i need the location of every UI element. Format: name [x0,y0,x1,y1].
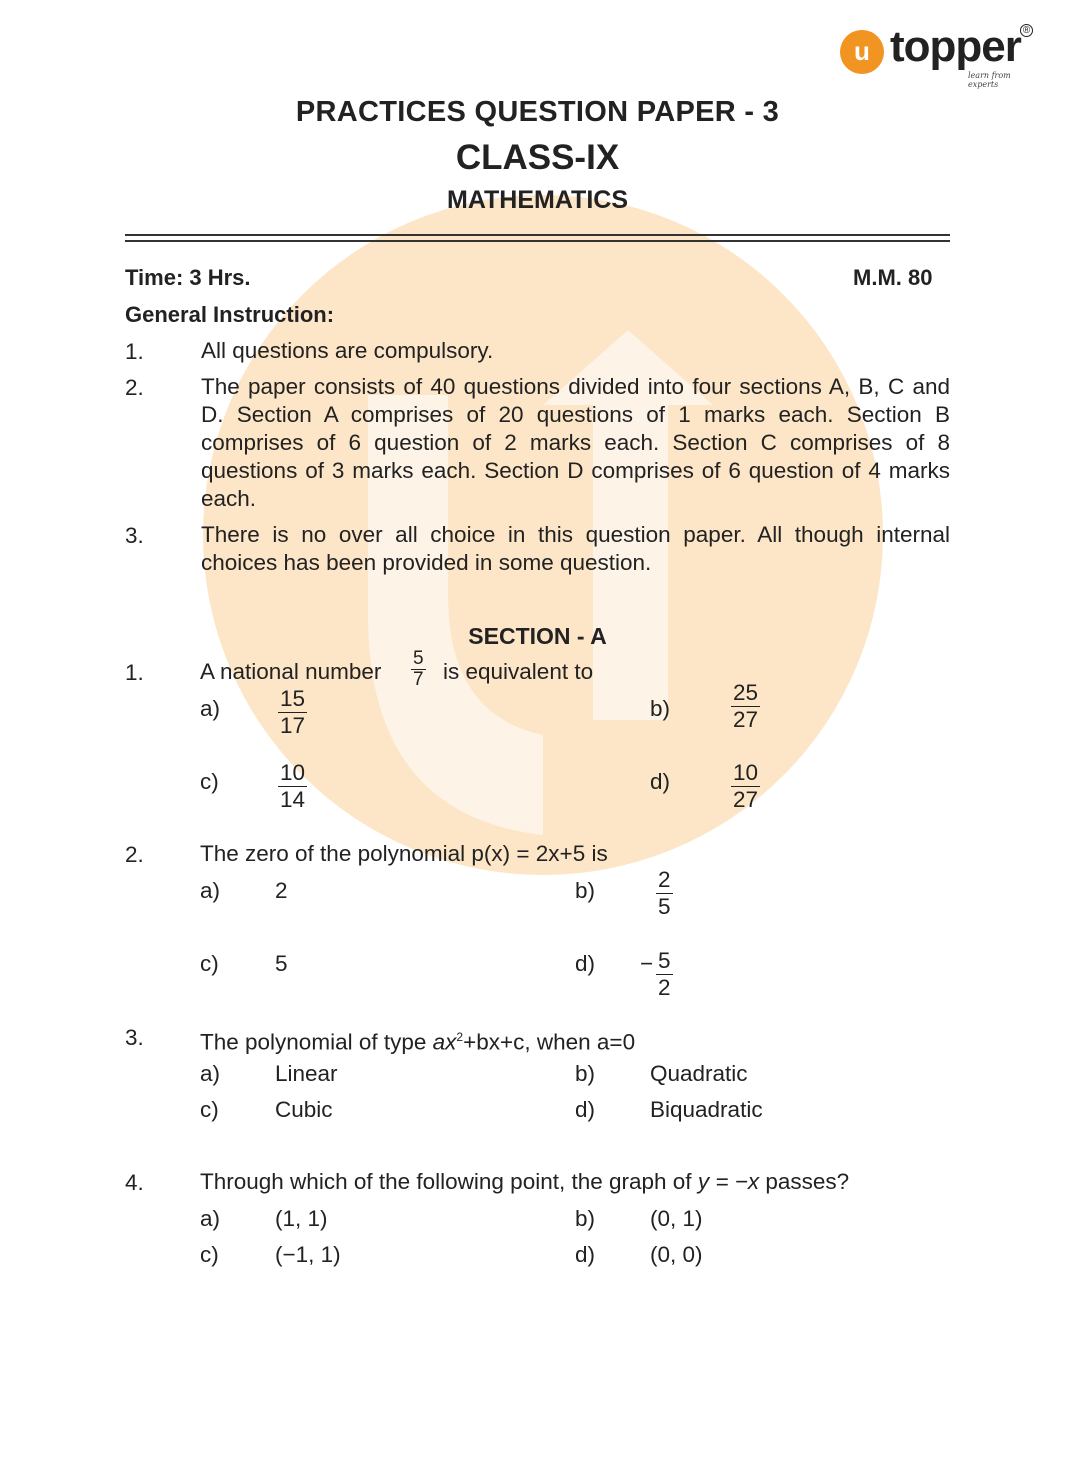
option-label: d) [575,1242,596,1267]
option-fraction: $\frac{10}{14}$ [280,760,306,812]
option-label: a) [200,1206,221,1231]
option-label: b) [575,1206,596,1231]
option-value: (0, 1) [650,1206,703,1231]
question-text: The polynomial of type $ax^2+bx+c$, when a=0 [200,1029,636,1055]
option-value: Biquadratic [650,1097,763,1122]
option-label: c) [200,1242,219,1267]
question-number: 3. [125,1025,144,1050]
instructions-heading: General Instruction: [125,302,335,327]
logo-mark-icon: u [840,30,884,74]
option-fraction: $\frac{15}{17}$ [280,686,306,738]
instruction-text: The paper consists of 40 questions divided into four sections A, B, C and D. Section A comprises of 20 questions of 1 marks each. Section B comprises of 6 question of 2 marks each. Section C comprises of 8 questions of 3 marks each. Section D comprises of 6 question of 4 marks each. [201,374,950,511]
header-rule-top [125,234,950,236]
option-label: a) [200,1061,221,1086]
option-label: d) [575,951,596,976]
option-value: Linear [275,1061,338,1086]
instruction-number: 3. [125,523,144,548]
option-value: (−1, 1) [275,1242,341,1267]
logo-wordmark: topper [890,22,1021,71]
option-label: c) [200,769,219,794]
option-label: d) [650,769,671,794]
question-text: Through which of the following point, the graph of y = −x passes? [200,1169,850,1194]
question-text: The zero of the polynomial p(x) = 2x+5 is [200,841,608,866]
option-label: d) [575,1097,596,1122]
option-value: Quadratic [650,1061,748,1086]
question-fraction: $\frac{5}{7}$ [413,648,424,690]
option-label: b) [575,878,596,903]
option-label: c) [200,951,219,976]
class-title: CLASS-IX [455,138,620,177]
section-title: SECTION - A [468,623,607,649]
instruction-number: 1. [125,339,144,364]
header-rule-bottom [125,240,950,242]
option-label: c) [200,1097,219,1122]
brand-logo [840,22,1040,89]
subject-title: MATHEMATICS [447,186,628,214]
option-value: (1, 1) [275,1206,328,1231]
instruction-number: 2. [125,375,144,400]
option-value: Cubic [275,1097,333,1122]
option-value: 5 [275,951,288,976]
question-number: 1. [125,660,144,685]
instruction-text: There is no over all choice in this question paper. All though internal choices has been provided in some question. [201,522,950,575]
option-label: b) [575,1061,596,1086]
option-fraction: $\frac{2}{5}$ [658,867,671,919]
option-fraction: $\frac{25}{27}$ [733,680,759,732]
option-label: a) [200,878,221,903]
option-fraction: $\frac{10}{27}$ [733,760,759,812]
question-text: A national number [200,659,382,684]
option-value: (0, 0) [650,1242,703,1267]
question-number: 4. [125,1170,144,1195]
option-sign: − [640,951,654,976]
paper-title: PRACTICES QUESTION PAPER - 3 [295,96,780,128]
option-value: 2 [275,878,288,903]
question-text: is equivalent to [443,659,594,684]
time-label: Time: 3 Hrs. [125,265,251,290]
option-label: b) [650,696,671,721]
logo-tagline: learn from experts [968,71,1011,89]
max-marks: M.M. 80 [853,265,933,290]
registered-mark: ® [1020,24,1033,37]
question-number: 2. [125,842,144,867]
instruction-text: All questions are compulsory. [201,338,494,363]
option-fraction: $\frac{5}{2}$ [658,948,671,1000]
option-label: a) [200,696,221,721]
